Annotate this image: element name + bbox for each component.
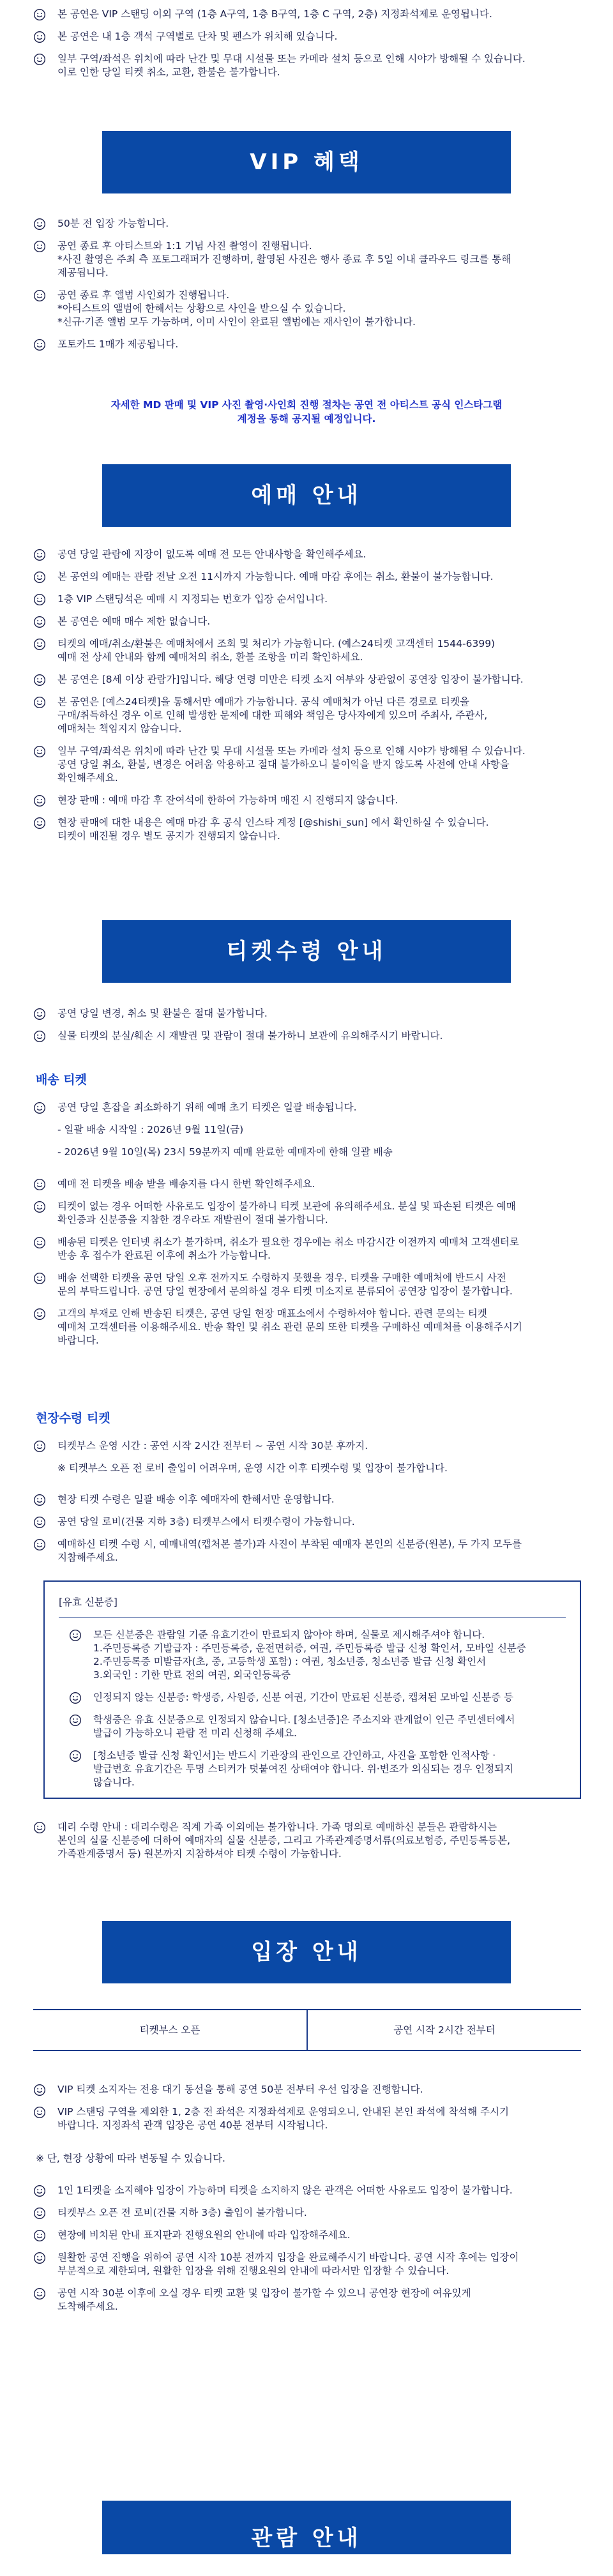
list-item: 예매 전 티켓을 배송 받을 배송지를 다시 한번 확인해주세요. [33, 1178, 587, 1191]
smile-icon [33, 794, 46, 807]
onsite-note: ※ 티켓부스 오픈 전 로비 출입이 어려우며, 운영 시간 이후 티켓수령 및 입장이 불가합니다. [57, 1462, 448, 1474]
smile-icon [33, 638, 46, 651]
list-item: 티켓의 예매/취소/환불은 예매처에서 조회 및 처리가 가능합니다. (예스24티켓 고객센터 1544-6399) 예매 전 상세 안내와 함께 예매처의 취소, 환불 조항을 미리 확인하세요. [33, 637, 587, 664]
entry-note: ※ 단, 현장 상황에 따라 변동될 수 있습니다. [36, 2153, 225, 2164]
entry-list-2 [0, 2184, 613, 2322]
list-item: 포토카드 1매가 제공됩니다. [33, 338, 587, 351]
list-item: 공연 당일 관람에 지장이 없도록 예매 전 모든 안내사항을 확인해주세요. [33, 548, 587, 561]
vip-banner [102, 131, 511, 193]
list-item: 모든 신분증은 관람일 기준 유효기간이 만료되지 않아야 하며, 실물로 제시해주셔야 합니다. 1.주민등록증 기발급자 : 주민등록증, 운전면허증, 여권, 주민등록증 발급 신청 확인서, 모바일 신분증 2.주민등록증 미발급자(초, 중, 고등학생 포함) : 여권, 청소년증, 청소년증 발급 신청 확인서 3.외국인 : 기한 만료 전의 여권, 외국인등록증 [69, 1628, 566, 1682]
list-item: 예매하신 티켓 수령 시, 예매내역(캡처본 불가)과 사진이 부착된 예매자 본인의 신분증(원본), 두 가지 모두를 지참해주세요. [33, 1538, 587, 1565]
smile-icon [33, 53, 46, 66]
smile-icon [33, 1236, 46, 1249]
list-item: 공연 당일 변경, 취소 및 환불은 절대 불가합니다. [33, 1007, 587, 1020]
smile-icon [33, 549, 46, 561]
booth-table [33, 2009, 581, 2051]
list-item: 일부 구역/좌석은 위치에 따라 난간 및 무대 시설물 또는 카메라 설치 등으로 인해 시야가 방해될 수 있습니다. 이로 인한 당일 티켓 취소, 교환, 환불은 불가합니다. [33, 52, 587, 79]
delivery-list [0, 1178, 613, 1356]
list-item: 현장 티켓 수령은 일괄 배송 이후 예매자에 한해서만 운영합니다. [33, 1493, 587, 1506]
smile-icon [33, 2207, 46, 2220]
onsite-heading: 현장수령 티켓 [36, 1411, 110, 1425]
booking-banner [102, 464, 511, 527]
list-item: 본 공연은 예매 매수 제한 없습니다. [33, 615, 587, 628]
booking-banner-title: 예매 안내 [251, 483, 362, 508]
smile-icon [33, 696, 46, 709]
list-item: 본 공연은 내 1층 객석 구역별로 단차 및 펜스가 위치해 있습니다. [33, 30, 587, 43]
smile-icon [33, 2229, 46, 2242]
smile-icon [69, 1692, 82, 1704]
list-item: VIP 스탠딩 구역을 제외한 1, 2층 전 좌석은 지정좌석제로 운영되오니, 안내된 본인 좌석에 착석해 주시기 바랍니다. 지정좌석 관객 입장은 공연 40분 전부터 시작됩니다. [33, 2105, 587, 2132]
smile-icon [33, 1008, 46, 1020]
booth-label: 티켓부스 오픈 [33, 2010, 308, 2050]
list-item: 실물 티켓의 분실/훼손 시 재발권 및 관람이 절대 불가하니 보관에 유의해주시기 바랍니다. [33, 1029, 587, 1043]
smile-icon [33, 2252, 46, 2264]
delivery-sub: - 2026년 9월 10일(목) 23시 59분까지 예매 완료한 예매자에 한해 일괄 배송 [57, 1146, 393, 1158]
proxy-pickup [0, 1821, 613, 1870]
list-item: VIP 티켓 소지자는 전용 대기 동선을 통해 공연 50분 전부터 우선 입장을 진행합니다. [33, 2083, 587, 2096]
list-item: 공연 종료 후 아티스트와 1:1 기념 사진 촬영이 진행됩니다. *사진 촬영은 주최 측 포토그래퍼가 진행하며, 촬영된 사진은 행사 종료 후 5일 이내 클라우드 링크를 통해 제공됩니다. [33, 239, 587, 280]
ticket-banner-title: 티켓수령 안내 [226, 939, 387, 964]
list-item: 원활한 공연 진행을 위하여 공연 시작 10분 전까지 입장을 완료해주시기 바랍니다. 공연 시작 후에는 입장이 부분적으로 제한되며, 원활한 입장을 위해 진행요원의 안내에 따라서만 입장할 수 있습니다. [33, 2251, 587, 2278]
smile-icon [33, 218, 46, 231]
list-item: 배송된 티켓은 인터넷 취소가 불가하며, 취소가 필요한 경우에는 취소 마감시간 이전까지 예매처 고객센터로 반송 후 접수가 완료된 이후에 취소가 가능합니다. [33, 1236, 587, 1262]
smile-icon [33, 616, 46, 628]
smile-icon [69, 1629, 82, 1642]
delivery-sub: - 일괄 배송 시작일 : 2026년 9월 11일(금) [57, 1124, 244, 1135]
vip-banner-title: VIP 혜택 [250, 149, 363, 175]
list-item: 현장 판매에 대한 내용은 예매 마감 후 공식 인스타 계정 [@shishi_sun] 에서 확인하실 수 있습니다. 티켓이 매진될 경우 별도 공지가 진행되지 않습니다. [33, 816, 587, 843]
list-item: 고객의 부재로 인해 반송된 티켓은, 공연 당일 현장 매표소에서 수령하셔야 합니다. 관련 문의는 티켓 예매처 고객센터를 이용해주세요. 반송 확인 및 취소 관련 문의 또한 티켓을 구매하신 예매처를 이용해주시기 바랍니다. [33, 1307, 587, 1347]
list-item: 본 공연의 예매는 관람 전날 오전 11시까지 가능합니다. 예매 마감 후에는 취소, 환불이 불가능합니다. [33, 570, 587, 584]
list-item: 학생증은 유효 신분증으로 인정되지 않습니다. [청소년증]은 주소지와 관계없이 인근 주민센터에서 발급이 가능하오니 관람 전 미리 신청해 주세요. [69, 1713, 566, 1740]
list-item: 티켓부스 오픈 전 로비(건물 지하 3층) 출입이 불가합니다. [33, 2206, 587, 2220]
entry-list-1 [0, 2083, 613, 2141]
smile-icon [69, 1750, 82, 1762]
smile-icon [33, 1308, 46, 1321]
smile-icon [33, 338, 46, 351]
entry-banner [102, 1921, 511, 1983]
list-item: 현장에 비치된 안내 표지판과 진행요원의 안내에 따라 입장해주세요. [33, 2229, 587, 2242]
smile-icon [33, 1178, 46, 1191]
viewing-banner [102, 2501, 511, 2554]
ticket-list [0, 1007, 613, 1052]
list-item: 현장 판매 : 예매 마감 후 잔여석에 한하여 가능하며 매진 시 진행되지 않습니다. [33, 794, 587, 807]
list-item: 공연 종료 후 앨범 사인회가 진행됩니다. *아티스트의 앨범에 한해서는 상황으로 사인을 받으실 수 있습니다. *신규·기존 앨범 모두 가능하며, 이미 사인이 완료된 앨범에는 재사인이 불가합니다. [33, 289, 587, 329]
delivery-heading: 배송 티켓 [36, 1073, 87, 1087]
top-list [0, 8, 613, 88]
smile-icon [33, 1516, 46, 1529]
list-item: [청소년증 발급 신청 확인서]는 반드시 기관장의 관인으로 간인하고, 사진을 포함한 인적사항 · 발급번호 유효기간은 투명 스티커가 덧붙여진 상태여야 합니다. 위·변조가 의심되는 경우 인정되지 않습니다. [69, 1749, 566, 1789]
smile-icon [33, 1272, 46, 1285]
list-item: 티켓부스 운영 시간 : 공연 시작 2시간 전부터 ~ 공연 시작 30분 후까지. [33, 1439, 587, 1453]
smile-icon [33, 1030, 46, 1043]
viewing-banner-title: 관람 안내 [251, 2526, 362, 2551]
valid-id-box [43, 1580, 581, 1799]
valid-id-title: [유효 신분증] [59, 1596, 117, 1608]
list-item: 1인 1티켓을 소지해야 입장이 가능하며 티켓을 소지하지 않은 관객은 어떠한 사유로도 입장이 불가합니다. [33, 2184, 587, 2197]
smile-icon [33, 1201, 46, 1213]
smile-icon [33, 2185, 46, 2197]
smile-icon [33, 289, 46, 302]
list-item: 공연 당일 로비(건물 지하 3층) 티켓부스에서 티켓수령이 가능합니다. [33, 1515, 587, 1529]
list-item: 본 공연은 [예스24티켓]을 통해서만 예매가 가능합니다. 공식 예매처가 아닌 다른 경로로 티켓을 구매/취득하신 경우 이로 인해 발생한 문제에 대한 피해와 책임은 당사자에게 있으며 주최사, 주관사, 예매처는 책임지지 않습니다. [33, 695, 587, 736]
smile-icon [33, 2084, 46, 2096]
smile-icon [33, 240, 46, 253]
smile-icon [33, 1494, 46, 1506]
list-item: 본 공연은 [8세 이상 관람가]입니다. 해당 연령 미만은 티켓 소지 여부와 상관없이 공연장 입장이 불가합니다. [33, 673, 587, 686]
list-item: 공연 시작 30분 이후에 오실 경우 티켓 교환 및 입장이 불가할 수 있으니 공연장 현장에 여유있게 도착해주세요. [33, 2287, 587, 2314]
list-item: 일부 구역/좌석은 위치에 따라 난간 및 무대 시설물 또는 카메라 설치 등으로 인해 시야가 방해될 수 있습니다. 공연 당일 취소, 환불, 변경은 어려움 악용하고 절대 불가하오니 불이익을 받지 않도록 사전에 안내 사항을 확인해주세요. [33, 745, 587, 785]
entry-note-wrap [0, 2152, 613, 2174]
booking-list [0, 548, 613, 852]
smile-icon [33, 1102, 46, 1114]
vip-list [0, 217, 613, 360]
booth-time: 공연 시작 2시간 전부터 [393, 2024, 496, 2036]
list-item: 50분 전 입장 가능합니다. [33, 217, 587, 231]
list-item: 인정되지 않는 신분증: 학생증, 사원증, 신분 여권, 기간이 만료된 신분증, 캡쳐된 모바일 신분증 등 [69, 1691, 566, 1704]
vip-notice: 자세한 MD 판매 및 VIP 사진 촬영·사인회 진행 절차는 공연 전 아티스트 공식 인스타그램 계정을 통해 공지될 예정입니다. [110, 399, 503, 425]
smile-icon [33, 1538, 46, 1551]
smile-icon [33, 745, 46, 758]
smile-icon [33, 817, 46, 830]
smile-icon [33, 571, 46, 584]
smile-icon [33, 1440, 46, 1453]
smile-icon [33, 31, 46, 43]
delivery-first [0, 1101, 613, 1168]
smile-icon [33, 674, 46, 686]
onsite-list [0, 1493, 613, 1573]
list-item: 대리 수령 안내 : 대리수령은 직계 가족 이외에는 불가합니다. 가족 명의로 예매하신 분들은 관람하시는 본인의 실물 신분증에 더하여 예매자의 실물 신분증, 그리고 가족관계증명서류(의료보험증, 주민등록등본, 가족관계증명서 등) 원본까지 지참하셔야 티켓 수령이 가능합니다. [33, 1821, 587, 1861]
smile-icon [33, 593, 46, 606]
smile-icon [33, 2287, 46, 2300]
list-item: 공연 당일 혼잡을 최소화하기 위해 예매 초기 티켓은 일괄 배송됩니다. [33, 1101, 587, 1114]
smile-icon [33, 2106, 46, 2119]
list-item: 티켓이 없는 경우 어떠한 사유로도 입장이 불가하니 티켓 보관에 유의해주세요. 분실 및 파손된 티켓은 예매 확인증과 신분증을 지참한 경우라도 재발권이 절대 불가합니다. [33, 1200, 587, 1227]
valid-id-list [45, 1628, 580, 1789]
list-item: 배송 선택한 티켓을 공연 당일 오후 전까지도 수령하지 못했을 경우, 티켓을 구매한 예매처에 반드시 사전 문의 부탁드립니다. 공연 당일 현장에서 문의하실 경우 티켓 미소지로 분류되어 공연장 입장이 불가합니다. [33, 1271, 587, 1298]
smile-icon [69, 1714, 82, 1727]
onsite-first [0, 1439, 613, 1484]
list-item: 본 공연은 VIP 스탠딩 이외 구역 (1층 A구역, 1층 B구역, 1층 C 구역, 2층) 지정좌석제로 운영됩니다. [33, 8, 587, 21]
entry-banner-title: 입장 안내 [251, 1939, 362, 1965]
smile-icon [33, 1821, 46, 1834]
list-item: 1층 VIP 스탠딩석은 예매 시 지정되는 번호가 입장 순서입니다. [33, 593, 587, 606]
ticket-banner [102, 920, 511, 983]
smile-icon [33, 8, 46, 21]
